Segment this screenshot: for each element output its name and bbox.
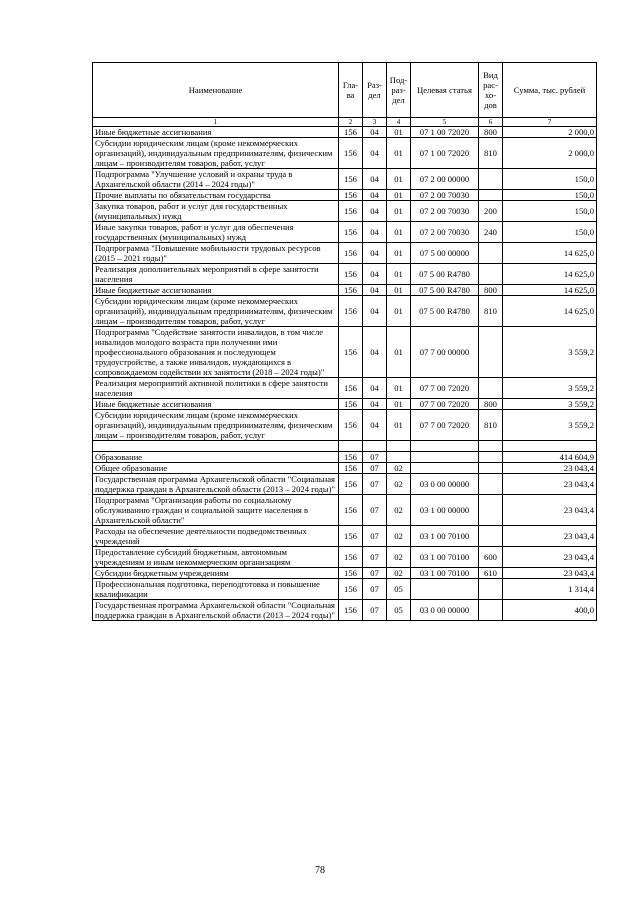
column-number: 4 bbox=[387, 118, 411, 127]
column-number: 3 bbox=[363, 118, 387, 127]
header-chapter: Гла-ва bbox=[339, 63, 363, 118]
row-expense-type-cell bbox=[479, 378, 503, 399]
table-row bbox=[93, 190, 597, 201]
budget-table bbox=[92, 62, 597, 621]
table-row bbox=[93, 222, 597, 243]
row-chapter-cell: 156 bbox=[339, 296, 363, 327]
table-row bbox=[93, 463, 597, 474]
header-amount: Сумма, тыс. рублей bbox=[503, 63, 597, 118]
table-row bbox=[93, 547, 597, 568]
column-number: 6 bbox=[479, 118, 503, 127]
row-expense-type-cell: 240 bbox=[479, 222, 503, 243]
row-expense-type-cell bbox=[479, 327, 503, 378]
table-row bbox=[93, 526, 597, 547]
table-row bbox=[93, 201, 597, 222]
row-expense-type-cell bbox=[479, 169, 503, 190]
row-expense-type-cell: 600 bbox=[479, 547, 503, 568]
row-subsection-cell: 02 bbox=[387, 526, 411, 547]
row-chapter-cell: 156 bbox=[339, 378, 363, 399]
table-row bbox=[93, 600, 597, 621]
row-chapter-cell bbox=[339, 441, 363, 452]
row-expense-type-cell bbox=[479, 526, 503, 547]
row-expense-type-cell: 200 bbox=[479, 201, 503, 222]
row-name-cell: Прочие выплаты по обязательствам государства bbox=[93, 190, 339, 201]
row-amount-cell: 14 625,0 bbox=[503, 296, 597, 327]
row-section-cell: 07 bbox=[363, 579, 387, 600]
table-row bbox=[93, 243, 597, 264]
row-subsection-cell: 05 bbox=[387, 579, 411, 600]
row-subsection-cell: 02 bbox=[387, 495, 411, 526]
row-expense-type-cell: 810 bbox=[479, 296, 503, 327]
row-amount-cell: 150,0 bbox=[503, 201, 597, 222]
row-chapter-cell: 156 bbox=[339, 547, 363, 568]
row-target-cell: 03 1 00 70100 bbox=[411, 568, 479, 579]
row-section-cell: 04 bbox=[363, 285, 387, 296]
row-target-cell bbox=[411, 463, 479, 474]
row-subsection-cell: 01 bbox=[387, 243, 411, 264]
row-expense-type-cell bbox=[479, 441, 503, 452]
table-row bbox=[93, 296, 597, 327]
row-target-cell: 07 5 00 R4780 bbox=[411, 264, 479, 285]
row-target-cell: 03 0 00 00000 bbox=[411, 600, 479, 621]
row-expense-type-cell bbox=[479, 243, 503, 264]
row-section-cell: 04 bbox=[363, 127, 387, 138]
row-subsection-cell: 05 bbox=[387, 600, 411, 621]
row-section-cell: 04 bbox=[363, 201, 387, 222]
row-expense-type-cell bbox=[479, 600, 503, 621]
row-name-cell: Общее образование bbox=[93, 463, 339, 474]
row-expense-type-cell: 800 bbox=[479, 399, 503, 410]
row-target-cell: 07 7 00 72020 bbox=[411, 410, 479, 441]
header-target: Целевая статья bbox=[411, 63, 479, 118]
row-expense-type-cell bbox=[479, 190, 503, 201]
row-subsection-cell: 01 bbox=[387, 138, 411, 169]
row-section-cell: 07 bbox=[363, 463, 387, 474]
row-chapter-cell: 156 bbox=[339, 327, 363, 378]
row-amount-cell: 150,0 bbox=[503, 222, 597, 243]
row-target-cell: 07 7 00 00000 bbox=[411, 327, 479, 378]
row-subsection-cell: 01 bbox=[387, 296, 411, 327]
row-target-cell bbox=[411, 441, 479, 452]
row-target-cell: 07 7 00 72020 bbox=[411, 378, 479, 399]
table-row bbox=[93, 410, 597, 441]
header-row bbox=[93, 63, 597, 118]
row-amount-cell: 23 043,4 bbox=[503, 495, 597, 526]
row-amount-cell: 23 043,4 bbox=[503, 463, 597, 474]
column-number: 7 bbox=[503, 118, 597, 127]
row-chapter-cell: 156 bbox=[339, 222, 363, 243]
row-section-cell: 07 bbox=[363, 600, 387, 621]
table-row bbox=[93, 399, 597, 410]
row-expense-type-cell: 810 bbox=[479, 138, 503, 169]
table-row bbox=[93, 441, 597, 452]
row-amount-cell: 2 000,0 bbox=[503, 138, 597, 169]
row-name-cell: Профессиональная подготовка, переподготовка и повышение квалификации bbox=[93, 579, 339, 600]
row-section-cell: 07 bbox=[363, 547, 387, 568]
row-name-cell: Подпрограмма "Организация работы по социальному обслуживанию граждан и социальной защите населения в Архангельской области" bbox=[93, 495, 339, 526]
row-subsection-cell: 01 bbox=[387, 190, 411, 201]
row-subsection-cell bbox=[387, 452, 411, 463]
page-number: 78 bbox=[315, 865, 325, 876]
row-target-cell: 03 1 00 70100 bbox=[411, 526, 479, 547]
row-subsection-cell: 01 bbox=[387, 378, 411, 399]
row-expense-type-cell: 800 bbox=[479, 127, 503, 138]
row-chapter-cell: 156 bbox=[339, 201, 363, 222]
row-subsection-cell: 01 bbox=[387, 285, 411, 296]
row-chapter-cell: 156 bbox=[339, 568, 363, 579]
row-chapter-cell: 156 bbox=[339, 463, 363, 474]
row-name-cell: Государственная программа Архангельской области "Социальная поддержка граждан в Архангельской области (2013 – 2024 годы)" bbox=[93, 600, 339, 621]
row-amount-cell: 23 043,4 bbox=[503, 568, 597, 579]
row-section-cell: 04 bbox=[363, 378, 387, 399]
row-chapter-cell: 156 bbox=[339, 579, 363, 600]
row-target-cell bbox=[411, 579, 479, 600]
row-chapter-cell: 156 bbox=[339, 452, 363, 463]
row-section-cell: 04 bbox=[363, 296, 387, 327]
row-section-cell: 04 bbox=[363, 410, 387, 441]
row-section-cell: 04 bbox=[363, 327, 387, 378]
row-chapter-cell: 156 bbox=[339, 526, 363, 547]
row-expense-type-cell bbox=[479, 452, 503, 463]
row-target-cell: 03 1 00 70100 bbox=[411, 547, 479, 568]
table-row bbox=[93, 474, 597, 495]
row-name-cell: Субсидии юридическим лицам (кроме некоммерческих организаций), индивидуальным предпринимателям, физическим лицам – производителям товаров, работ, услуг bbox=[93, 138, 339, 169]
row-name-cell: Государственная программа Архангельской области "Социальная поддержка граждан в Архангельской области (2013 – 2024 годы)" bbox=[93, 474, 339, 495]
row-expense-type-cell bbox=[479, 463, 503, 474]
row-chapter-cell: 156 bbox=[339, 127, 363, 138]
row-name-cell: Субсидии юридическим лицам (кроме некоммерческих организаций), индивидуальным предпринимателям, физическим лицам – производителям товаров, работ, услуг bbox=[93, 410, 339, 441]
row-subsection-cell: 01 bbox=[387, 169, 411, 190]
row-subsection-cell bbox=[387, 441, 411, 452]
row-amount-cell: 23 043,4 bbox=[503, 547, 597, 568]
row-expense-type-cell bbox=[479, 264, 503, 285]
row-target-cell: 07 2 00 70030 bbox=[411, 201, 479, 222]
table-row bbox=[93, 264, 597, 285]
row-name-cell: Подпрограмма "Улучшение условий и охраны труда в Архангельской области (2014 – 2024 годы)" bbox=[93, 169, 339, 190]
column-number-row bbox=[93, 118, 597, 127]
row-name-cell: Реализация дополнительных мероприятий в сфере занятости населения bbox=[93, 264, 339, 285]
header-expense-type: Вид рас-хо-дов bbox=[479, 63, 503, 118]
table-row bbox=[93, 138, 597, 169]
row-amount-cell: 400,0 bbox=[503, 600, 597, 621]
row-chapter-cell: 156 bbox=[339, 190, 363, 201]
row-chapter-cell: 156 bbox=[339, 138, 363, 169]
row-target-cell: 07 2 00 00000 bbox=[411, 169, 479, 190]
row-expense-type-cell: 610 bbox=[479, 568, 503, 579]
row-expense-type-cell bbox=[479, 579, 503, 600]
row-section-cell: 07 bbox=[363, 568, 387, 579]
row-section-cell bbox=[363, 441, 387, 452]
header-name: Наименование bbox=[93, 63, 339, 118]
row-amount-cell: 2 000,0 bbox=[503, 127, 597, 138]
row-amount-cell: 14 625,0 bbox=[503, 264, 597, 285]
row-chapter-cell: 156 bbox=[339, 285, 363, 296]
table-row bbox=[93, 579, 597, 600]
table-row bbox=[93, 169, 597, 190]
row-subsection-cell: 01 bbox=[387, 222, 411, 243]
row-name-cell: Иные бюджетные ассигнования bbox=[93, 127, 339, 138]
row-expense-type-cell bbox=[479, 474, 503, 495]
row-target-cell: 07 1 00 72020 bbox=[411, 127, 479, 138]
row-section-cell: 04 bbox=[363, 399, 387, 410]
row-section-cell: 04 bbox=[363, 222, 387, 243]
row-target-cell: 07 5 00 R4780 bbox=[411, 296, 479, 327]
table-row bbox=[93, 285, 597, 296]
row-amount-cell: 3 559,2 bbox=[503, 327, 597, 378]
row-target-cell bbox=[411, 452, 479, 463]
row-chapter-cell: 156 bbox=[339, 495, 363, 526]
row-name-cell: Реализация мероприятий активной политики в сфере занятости населения bbox=[93, 378, 339, 399]
row-amount-cell: 14 625,0 bbox=[503, 285, 597, 296]
table-body bbox=[93, 127, 597, 621]
row-target-cell: 07 5 00 R4780 bbox=[411, 285, 479, 296]
row-section-cell: 07 bbox=[363, 495, 387, 526]
row-amount-cell: 414 604,9 bbox=[503, 452, 597, 463]
row-name-cell: Иные бюджетные ассигнования bbox=[93, 399, 339, 410]
row-name-cell: Иные бюджетные ассигнования bbox=[93, 285, 339, 296]
header-section: Раз-дел bbox=[363, 63, 387, 118]
row-name-cell: Образование bbox=[93, 452, 339, 463]
table-row bbox=[93, 378, 597, 399]
row-name-cell: Расходы на обеспечение деятельности подведомственных учреждений bbox=[93, 526, 339, 547]
row-name-cell bbox=[93, 441, 339, 452]
row-section-cell: 04 bbox=[363, 243, 387, 264]
row-amount-cell: 3 559,2 bbox=[503, 378, 597, 399]
row-expense-type-cell: 810 bbox=[479, 410, 503, 441]
row-name-cell: Субсидии юридическим лицам (кроме некоммерческих организаций), индивидуальным предпринимателям, физическим лицам – производителям товаров, работ, услуг bbox=[93, 296, 339, 327]
row-subsection-cell: 01 bbox=[387, 399, 411, 410]
row-name-cell: Предоставление субсидий бюджетным, автономным учреждениям и иным некоммерческим организациям bbox=[93, 547, 339, 568]
row-target-cell: 07 1 00 72020 bbox=[411, 138, 479, 169]
row-amount-cell: 14 625,0 bbox=[503, 243, 597, 264]
row-chapter-cell: 156 bbox=[339, 600, 363, 621]
row-subsection-cell: 01 bbox=[387, 410, 411, 441]
row-amount-cell: 23 043,4 bbox=[503, 474, 597, 495]
row-target-cell: 07 2 00 70030 bbox=[411, 190, 479, 201]
column-number: 2 bbox=[339, 118, 363, 127]
row-section-cell: 07 bbox=[363, 452, 387, 463]
row-chapter-cell: 156 bbox=[339, 243, 363, 264]
row-subsection-cell: 01 bbox=[387, 201, 411, 222]
row-name-cell: Подпрограмма "Содействие занятости инвалидов, в том числе инвалидов молодого возраста при получении ими профессионального образования и последующем трудоустройстве, а также инвалидов, нуждающихся в сопровождаемом содействии их занятости (2018 – 2024 годы)" bbox=[93, 327, 339, 378]
column-number: 1 bbox=[93, 118, 339, 127]
row-name-cell: Субсидии бюджетным учреждениям bbox=[93, 568, 339, 579]
table-row bbox=[93, 327, 597, 378]
row-section-cell: 07 bbox=[363, 526, 387, 547]
row-target-cell: 07 7 00 72020 bbox=[411, 399, 479, 410]
row-section-cell: 04 bbox=[363, 190, 387, 201]
row-amount-cell: 150,0 bbox=[503, 190, 597, 201]
row-amount-cell: 3 559,2 bbox=[503, 410, 597, 441]
row-target-cell: 03 0 00 00000 bbox=[411, 474, 479, 495]
row-name-cell: Иные закупки товаров, работ и услуг для обеспечения государственных (муниципальных) нужд bbox=[93, 222, 339, 243]
row-amount-cell: 3 559,2 bbox=[503, 399, 597, 410]
row-subsection-cell: 02 bbox=[387, 474, 411, 495]
row-name-cell: Закупка товаров, работ и услуг для государственных (муниципальных) нужд bbox=[93, 201, 339, 222]
row-name-cell: Подпрограмма "Повышение мобильности трудовых ресурсов (2015 – 2021 годы)" bbox=[93, 243, 339, 264]
row-target-cell: 07 5 00 00000 bbox=[411, 243, 479, 264]
row-expense-type-cell bbox=[479, 495, 503, 526]
row-chapter-cell: 156 bbox=[339, 399, 363, 410]
column-number: 5 bbox=[411, 118, 479, 127]
row-section-cell: 04 bbox=[363, 169, 387, 190]
row-expense-type-cell: 800 bbox=[479, 285, 503, 296]
table-row bbox=[93, 127, 597, 138]
row-chapter-cell: 156 bbox=[339, 410, 363, 441]
row-target-cell: 03 1 00 00000 bbox=[411, 495, 479, 526]
row-amount-cell: 150,0 bbox=[503, 169, 597, 190]
row-section-cell: 07 bbox=[363, 474, 387, 495]
row-chapter-cell: 156 bbox=[339, 169, 363, 190]
row-subsection-cell: 01 bbox=[387, 264, 411, 285]
row-chapter-cell: 156 bbox=[339, 264, 363, 285]
row-subsection-cell: 01 bbox=[387, 327, 411, 378]
row-subsection-cell: 02 bbox=[387, 547, 411, 568]
row-chapter-cell: 156 bbox=[339, 474, 363, 495]
row-subsection-cell: 01 bbox=[387, 127, 411, 138]
row-amount-cell: 1 314,4 bbox=[503, 579, 597, 600]
row-section-cell: 04 bbox=[363, 138, 387, 169]
table-row bbox=[93, 495, 597, 526]
row-subsection-cell: 02 bbox=[387, 463, 411, 474]
row-amount-cell bbox=[503, 441, 597, 452]
row-section-cell: 04 bbox=[363, 264, 387, 285]
row-subsection-cell: 02 bbox=[387, 568, 411, 579]
row-amount-cell: 23 043,4 bbox=[503, 526, 597, 547]
row-target-cell: 07 2 00 70030 bbox=[411, 222, 479, 243]
table-row bbox=[93, 452, 597, 463]
table-row bbox=[93, 568, 597, 579]
header-subsection: Под-раз-дел bbox=[387, 63, 411, 118]
